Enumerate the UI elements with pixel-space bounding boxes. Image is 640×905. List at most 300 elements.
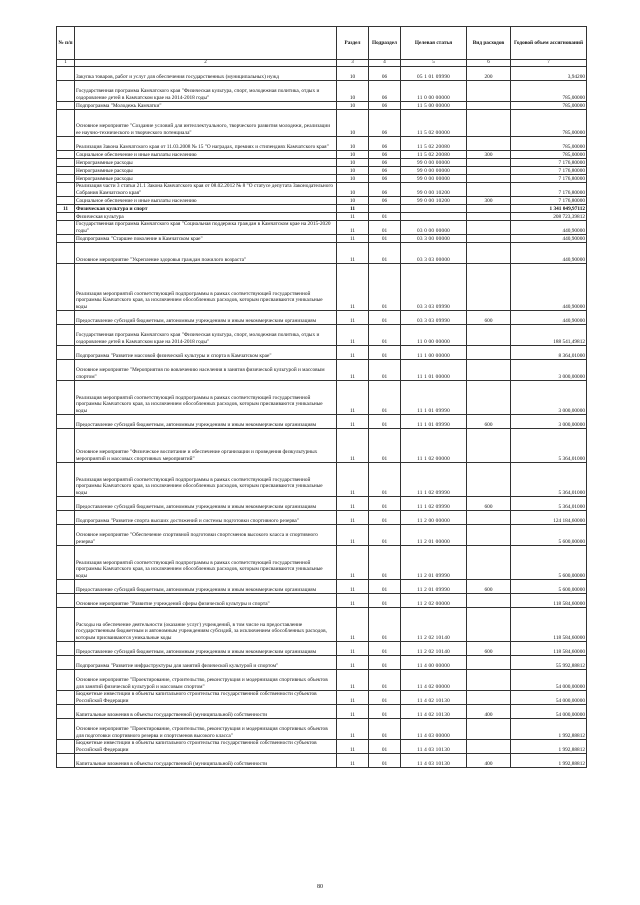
row-amount: 7 176,80000: [511, 197, 587, 205]
row-target-article: 99 0 00 00000: [401, 167, 467, 175]
table-row: [57, 608, 587, 642]
row-podrazdel: 01: [369, 221, 401, 235]
row-podrazdel: 01: [369, 740, 401, 754]
row-razdel: 11: [337, 705, 369, 719]
row-amount: 54 000,00000: [511, 670, 587, 691]
row-razdel: 10: [337, 175, 369, 183]
row-amount: 118 584,60000: [511, 608, 587, 642]
row-expense-type: [467, 719, 511, 740]
row-razdel: 11: [337, 656, 369, 670]
row-number: [57, 67, 75, 81]
row-expense-type: [467, 608, 511, 642]
table-row: [57, 360, 587, 381]
table-row: [57, 580, 587, 594]
row-amount: 785,00000: [511, 102, 587, 110]
table-row: [57, 670, 587, 691]
row-razdel: 11: [337, 580, 369, 594]
row-podrazdel: 01: [369, 360, 401, 381]
row-amount: 1 992,88812: [511, 740, 587, 754]
row-name: Реализация мероприятий соответствующей подпрограммы в рамках соответствующей государственной программы Камчатского края, за исключением обособленных расходов, которым присваиваются уникальные коды: [75, 463, 337, 497]
row-target-article: 11 1 01 00000: [401, 360, 467, 381]
row-podrazdel: 01: [369, 580, 401, 594]
row-expense-type: [467, 205, 511, 213]
row-expense-type: 300: [467, 197, 511, 205]
row-number: [57, 235, 75, 243]
row-name: Основное мероприятие "Обеспечение спортивной подготовки спортсменов высокого класса и спортивного резерва": [75, 525, 337, 546]
table-row: [57, 740, 587, 754]
row-razdel: 11: [337, 719, 369, 740]
row-expense-type: [467, 429, 511, 463]
row-target-article: 11 2 02 10140: [401, 642, 467, 656]
row-name: Государственная программа Камчатского края "Физическая культура, спорт, молодежная политика, отдых и оздоровление детей в Камчатском крае на 2014-2018 годы": [75, 325, 337, 346]
row-expense-type: [467, 360, 511, 381]
row-name: Предоставление субсидий бюджетным, автономным учреждениям и иным некоммерческим организациям: [75, 642, 337, 656]
row-name: Подпрограмма "Развитие инфраструктуры для занятий физической культурой и спортом": [75, 656, 337, 670]
row-razdel: 11: [337, 754, 369, 768]
row-expense-type: [467, 546, 511, 580]
row-podrazdel: 01: [369, 346, 401, 360]
row-number: [57, 221, 75, 235]
row-name: Капитальные вложения в объекты государственной (муниципальной) собственности: [75, 705, 337, 719]
row-amount: 8 364,01000: [511, 346, 587, 360]
row-number: 11: [57, 205, 75, 213]
row-podrazdel: 01: [369, 213, 401, 221]
row-expense-type: [467, 325, 511, 346]
table-row: [57, 691, 587, 705]
row-target-article: 11 2 00 00000: [401, 511, 467, 525]
row-target-article: 11 5 02 20080: [401, 137, 467, 151]
row-podrazdel: 01: [369, 719, 401, 740]
table-row: [57, 67, 587, 81]
row-number: [57, 213, 75, 221]
row-name: Закупка товаров, работ и услуг для обеспечения государственных (муниципальных) нужд: [75, 67, 337, 81]
row-razdel: 11: [337, 670, 369, 691]
row-number: [57, 525, 75, 546]
row-expense-type: [467, 594, 511, 608]
row-target-article: 11 1 02 00000: [401, 429, 467, 463]
row-expense-type: [467, 102, 511, 110]
row-number: [57, 546, 75, 580]
row-name: Физическая культура и спорт: [75, 205, 337, 213]
row-razdel: 11: [337, 594, 369, 608]
row-razdel: 10: [337, 81, 369, 102]
column-number-row: [57, 60, 587, 67]
page-number: 80: [317, 884, 323, 890]
row-number: [57, 167, 75, 175]
row-name: Государственная программа Камчатского края "Физическая культура, спорт, молодежная политика, отдых и оздоровление детей в Камчатском крае на 2014-2018 годы": [75, 81, 337, 102]
row-number: [57, 580, 75, 594]
row-expense-type: 600: [467, 642, 511, 656]
row-number: [57, 642, 75, 656]
row-razdel: 10: [337, 197, 369, 205]
row-name: Непрограммные расходы: [75, 167, 337, 175]
row-target-article: 11 1 02 09990: [401, 463, 467, 497]
table-row: [57, 183, 587, 197]
row-name: Основное мероприятие "Мероприятия по вовлечению населения в занятия физической культурой и массовым спортом": [75, 360, 337, 381]
row-podrazdel: 01: [369, 670, 401, 691]
row-amount: 118 584,60000: [511, 642, 587, 656]
table-row: [57, 213, 587, 221]
row-amount: 785,00000: [511, 110, 587, 137]
row-amount: 3 000,00000: [511, 360, 587, 381]
row-target-article: 11 2 01 00000: [401, 525, 467, 546]
row-target-article: 11 2 01 09990: [401, 546, 467, 580]
row-podrazdel: 01: [369, 415, 401, 429]
row-razdel: 11: [337, 264, 369, 311]
row-number: [57, 670, 75, 691]
row-podrazdel: 01: [369, 264, 401, 311]
row-amount: 208 723,39812: [511, 213, 587, 221]
row-expense-type: [467, 175, 511, 183]
row-razdel: 10: [337, 167, 369, 175]
table-row: [57, 656, 587, 670]
row-podrazdel: 06: [369, 102, 401, 110]
row-podrazdel: 01: [369, 243, 401, 264]
row-name: Социальное обеспечение и иные выплаты населению: [75, 151, 337, 159]
row-razdel: 11: [337, 642, 369, 656]
row-razdel: 11: [337, 325, 369, 346]
table-row: [57, 511, 587, 525]
table-row: [57, 497, 587, 511]
table-body: [57, 67, 587, 768]
col-number: 3: [337, 60, 369, 67]
row-expense-type: 600: [467, 580, 511, 594]
row-amount: 5 600,00000: [511, 546, 587, 580]
row-target-article: 11 0 00 00000: [401, 325, 467, 346]
row-amount: 124 184,60000: [511, 511, 587, 525]
row-expense-type: 400: [467, 754, 511, 768]
table-row: [57, 264, 587, 311]
row-podrazdel: 01: [369, 235, 401, 243]
row-expense-type: [467, 159, 511, 167]
row-razdel: 11: [337, 213, 369, 221]
row-name: Основное мероприятие "Физическое воспитание и обеспечение организации и проведения физкультурных мероприятий и массовых спортивных мероприятий": [75, 429, 337, 463]
col-number: 2: [75, 60, 337, 67]
row-amount: 54 000,00000: [511, 705, 587, 719]
row-number: [57, 197, 75, 205]
row-number: [57, 497, 75, 511]
row-amount: 54 000,00000: [511, 691, 587, 705]
row-razdel: 11: [337, 525, 369, 546]
row-target-article: 11 5 00 00000: [401, 102, 467, 110]
row-number: [57, 429, 75, 463]
row-target-article: 11 1 01 09990: [401, 381, 467, 415]
row-amount: 7 176,80000: [511, 183, 587, 197]
row-podrazdel: 06: [369, 137, 401, 151]
row-name: Расходы на обеспечение деятельности (оказание услуг) учреждений, в том числе на предоставление государственным бюджетным и автономным учреждениям субсидий, за исключением обособленных расходов, которым присваиваются уникальные коды: [75, 608, 337, 642]
row-amount: 785,00000: [511, 137, 587, 151]
row-name: Реализация мероприятий соответствующей подпрограммы в рамках соответствующей государственной программы Камчатского края, за исключением обособленных расходов, которым присваиваются уникальные коды: [75, 546, 337, 580]
row-name: Реализация мероприятий соответствующей подпрограммы в рамках соответствующей государственной программы Камчатского края, за исключением обособленных расходов, которым присваиваются уникальные коды: [75, 264, 337, 311]
row-expense-type: 300: [467, 151, 511, 159]
row-amount: 785,00000: [511, 81, 587, 102]
table-row: [57, 525, 587, 546]
row-number: [57, 183, 75, 197]
row-razdel: 11: [337, 546, 369, 580]
row-amount: 440,90000: [511, 235, 587, 243]
header-num: № п/п: [57, 27, 75, 60]
row-podrazdel: 01: [369, 691, 401, 705]
row-razdel: 11: [337, 740, 369, 754]
table-row: [57, 175, 587, 183]
row-expense-type: [467, 346, 511, 360]
row-name: Основное мероприятие "Развитие учреждений сферы физической культуры и спорта": [75, 594, 337, 608]
table-row: [57, 197, 587, 205]
row-target-article: 11 2 02 10140: [401, 608, 467, 642]
table-row: [57, 243, 587, 264]
row-podrazdel: 06: [369, 197, 401, 205]
row-target-article: 99 0 00 10200: [401, 197, 467, 205]
row-podrazdel: 01: [369, 594, 401, 608]
row-amount: 1 992,88812: [511, 754, 587, 768]
row-number: [57, 463, 75, 497]
row-amount: 118 584,60000: [511, 594, 587, 608]
table-row: [57, 463, 587, 497]
row-number: [57, 705, 75, 719]
row-amount: 1 992,88812: [511, 719, 587, 740]
col-number: 6: [467, 60, 511, 67]
row-number: [57, 594, 75, 608]
row-podrazdel: 01: [369, 642, 401, 656]
col-number: 5: [401, 60, 467, 67]
header-row: [57, 27, 587, 60]
row-name: Основное мероприятие "Проектирование, строительство, реконструкция и модернизация спортивных объектов для подготовки спортивного резерва и спортсменов высокого класса": [75, 719, 337, 740]
table-row: [57, 137, 587, 151]
row-podrazdel: 01: [369, 525, 401, 546]
row-number: [57, 754, 75, 768]
row-expense-type: [467, 167, 511, 175]
row-podrazdel: 01: [369, 705, 401, 719]
row-number: [57, 346, 75, 360]
row-number: [57, 656, 75, 670]
table-row: [57, 429, 587, 463]
table-row: [57, 719, 587, 740]
row-podrazdel: 06: [369, 183, 401, 197]
row-podrazdel: [369, 205, 401, 213]
row-target-article: 03 3 03 09990: [401, 264, 467, 311]
row-expense-type: [467, 381, 511, 415]
col-number: 7: [511, 60, 587, 67]
row-expense-type: 400: [467, 705, 511, 719]
table-row: [57, 381, 587, 415]
row-name: Основное мероприятие "Создание условий для интеллектуального, творческого развития молодежи, реализации ее научно-технического и творческого потенциала": [75, 110, 337, 137]
table-row: [57, 221, 587, 235]
row-expense-type: [467, 110, 511, 137]
row-number: [57, 608, 75, 642]
row-razdel: 11: [337, 311, 369, 325]
table-row: [57, 642, 587, 656]
row-amount: 5 600,00000: [511, 580, 587, 594]
header-vid: Вид расходов: [467, 27, 511, 60]
table-row: [57, 205, 587, 213]
row-amount: 7 176,80000: [511, 175, 587, 183]
row-amount: 1 341 049,97112: [511, 205, 587, 213]
row-amount: 785,00000: [511, 151, 587, 159]
row-target-article: 11 4 02 00000: [401, 670, 467, 691]
row-razdel: 11: [337, 691, 369, 705]
row-expense-type: [467, 463, 511, 497]
row-razdel: 11: [337, 221, 369, 235]
row-number: [57, 719, 75, 740]
table-row: [57, 110, 587, 137]
row-name: Подпрограмма "Молодежь Камчатки": [75, 102, 337, 110]
table-row: [57, 151, 587, 159]
row-name: Предоставление субсидий бюджетным, автономным учреждениям и иным некоммерческим организациям: [75, 311, 337, 325]
row-podrazdel: 01: [369, 311, 401, 325]
row-razdel: 11: [337, 346, 369, 360]
row-razdel: 11: [337, 463, 369, 497]
row-name: Бюджетные инвестиции в объекты капитального строительства государственной собственности субъектов Российской Федерации: [75, 740, 337, 754]
row-amount: 188 541,49812: [511, 325, 587, 346]
row-expense-type: [467, 511, 511, 525]
row-podrazdel: 01: [369, 511, 401, 525]
row-target-article: 11 4 02 10130: [401, 705, 467, 719]
row-name: Предоставление субсидий бюджетным, автономным учреждениям и иным некоммерческим организациям: [75, 580, 337, 594]
header-csr: Целевая статья: [401, 27, 467, 60]
row-number: [57, 325, 75, 346]
table-row: [57, 159, 587, 167]
row-target-article: 03 3 03 09990: [401, 311, 467, 325]
row-podrazdel: 01: [369, 497, 401, 511]
row-name: Физическая культура: [75, 213, 337, 221]
table-row: [57, 167, 587, 175]
row-razdel: 11: [337, 243, 369, 264]
row-expense-type: [467, 243, 511, 264]
row-podrazdel: 01: [369, 381, 401, 415]
row-podrazdel: 06: [369, 81, 401, 102]
row-amount: 5 364,01000: [511, 429, 587, 463]
table-row: [57, 235, 587, 243]
row-razdel: 11: [337, 497, 369, 511]
row-target-article: 11 2 01 09990: [401, 580, 467, 594]
row-target-article: 99 0 00 10200: [401, 183, 467, 197]
row-target-article: [401, 213, 467, 221]
row-razdel: 10: [337, 67, 369, 81]
header-sum: Годовой объем ассигнований: [511, 27, 587, 60]
row-podrazdel: 01: [369, 325, 401, 346]
table-row: [57, 415, 587, 429]
row-target-article: 11 1 00 00000: [401, 346, 467, 360]
row-number: [57, 110, 75, 137]
row-amount: 440,90000: [511, 243, 587, 264]
row-podrazdel: 01: [369, 754, 401, 768]
row-expense-type: 600: [467, 497, 511, 511]
row-expense-type: [467, 81, 511, 102]
table-row: [57, 325, 587, 346]
row-target-article: 11 2 02 00000: [401, 594, 467, 608]
row-name: Государственная программа Камчатского края "Социальная поддержка граждан в Камчатском крае на 2015-2020 годы": [75, 221, 337, 235]
row-amount: 3,94200: [511, 67, 587, 81]
row-target-article: 11 4 03 00000: [401, 719, 467, 740]
row-podrazdel: 01: [369, 656, 401, 670]
row-podrazdel: 06: [369, 167, 401, 175]
header-razdel: Раздел: [337, 27, 369, 60]
row-razdel: 10: [337, 159, 369, 167]
row-number: [57, 511, 75, 525]
row-expense-type: [467, 656, 511, 670]
row-number: [57, 360, 75, 381]
col-number: 4: [369, 60, 401, 67]
row-target-article: 11 4 02 10130: [401, 691, 467, 705]
row-podrazdel: 06: [369, 67, 401, 81]
row-expense-type: [467, 235, 511, 243]
row-podrazdel: 06: [369, 151, 401, 159]
header-name: [75, 27, 337, 60]
row-podrazdel: 01: [369, 463, 401, 497]
row-expense-type: 600: [467, 415, 511, 429]
row-expense-type: [467, 221, 511, 235]
row-name: Предоставление субсидий бюджетным, автономным учреждениям и иным некоммерческим организациям: [75, 415, 337, 429]
row-razdel: 10: [337, 110, 369, 137]
row-expense-type: [467, 525, 511, 546]
table-row: [57, 346, 587, 360]
row-podrazdel: 06: [369, 175, 401, 183]
row-podrazdel: 06: [369, 110, 401, 137]
row-name: Реализация Закона Камчатского края от 11.03.2008 № 15 "О наградах, премиях и стипендиях Камчатского края": [75, 137, 337, 151]
row-amount: 5 364,01000: [511, 497, 587, 511]
row-expense-type: 600: [467, 311, 511, 325]
row-razdel: 10: [337, 137, 369, 151]
row-name: Подпрограмма "Развитие спорта высших достижений и системы подготовки спортивного резерва": [75, 511, 337, 525]
row-amount: 3 000,00000: [511, 381, 587, 415]
row-amount: 440,90000: [511, 264, 587, 311]
row-expense-type: [467, 670, 511, 691]
row-expense-type: [467, 137, 511, 151]
row-razdel: 11: [337, 429, 369, 463]
row-target-article: 03 3 00 00000: [401, 235, 467, 243]
row-expense-type: [467, 183, 511, 197]
row-number: [57, 311, 75, 325]
table-row: [57, 81, 587, 102]
row-name: Подпрограмма "Старшее поколение в Камчатском крае": [75, 235, 337, 243]
row-amount: 440,90000: [511, 221, 587, 235]
row-name: Предоставление субсидий бюджетным, автономным учреждениям и иным некоммерческим организациям: [75, 497, 337, 511]
row-name: Бюджетные инвестиции в объекты капитального строительства государственной собственности субъектов Российской Федерации: [75, 691, 337, 705]
row-name: Непрограммные расходы: [75, 159, 337, 167]
row-razdel: 10: [337, 102, 369, 110]
row-number: [57, 137, 75, 151]
row-number: [57, 175, 75, 183]
row-podrazdel: 06: [369, 159, 401, 167]
row-name: Социальное обеспечение и иные выплаты населению: [75, 197, 337, 205]
row-amount: 55 992,88812: [511, 656, 587, 670]
row-name: Непрограммные расходы: [75, 175, 337, 183]
row-target-article: 99 0 00 00000: [401, 175, 467, 183]
row-razdel: 11: [337, 235, 369, 243]
row-amount: 5 364,01000: [511, 463, 587, 497]
row-name: Основное мероприятие "Проектирование, строительство, реконструкция и модернизация спортивных объектов для занятий физической культурой и массовым спортом": [75, 670, 337, 691]
row-target-article: 11 4 00 00000: [401, 656, 467, 670]
row-number: [57, 740, 75, 754]
row-number: [57, 243, 75, 264]
row-number: [57, 102, 75, 110]
row-number: [57, 159, 75, 167]
row-number: [57, 415, 75, 429]
row-razdel: 11: [337, 381, 369, 415]
row-target-article: 05 1 01 09990: [401, 67, 467, 81]
row-target-article: 11 0 00 00000: [401, 81, 467, 102]
row-name: Капитальные вложения в объекты государственной (муниципальной) собственности: [75, 754, 337, 768]
row-amount: 7 176,80000: [511, 159, 587, 167]
row-number: [57, 691, 75, 705]
row-target-article: 11 1 02 09990: [401, 497, 467, 511]
table-row: [57, 311, 587, 325]
row-name: Основное мероприятие "Укрепление здоровья граждан пожилого возраста": [75, 243, 337, 264]
table-row: [57, 546, 587, 580]
row-target-article: 99 0 00 00000: [401, 159, 467, 167]
row-podrazdel: 01: [369, 608, 401, 642]
table-row: [57, 705, 587, 719]
